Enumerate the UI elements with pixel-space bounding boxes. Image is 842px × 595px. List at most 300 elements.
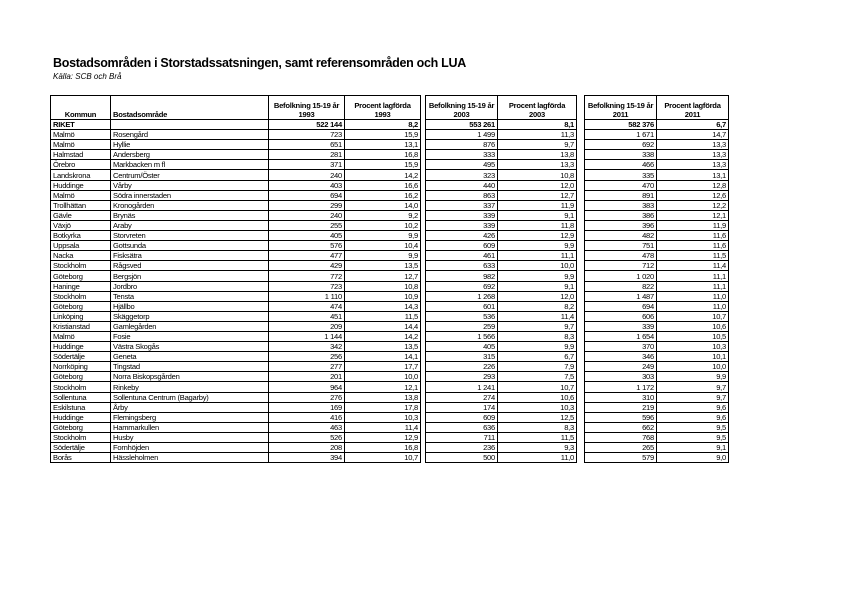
- table-row: [51, 241, 421, 251]
- proc1993-cell: 17,8: [345, 402, 421, 412]
- bef2011-cell: 1 020: [585, 271, 657, 281]
- proc2003-cell: 9,7: [498, 140, 577, 150]
- bef1993-cell: 342: [269, 342, 345, 352]
- bef2003-cell: 1 566: [426, 331, 498, 341]
- kommun-cell: Trollhättan: [51, 200, 111, 210]
- proc2003-cell: 9,1: [498, 281, 577, 291]
- kommun-cell: Kristianstad: [51, 321, 111, 331]
- bef2003-cell: 226: [426, 362, 498, 372]
- omrade-cell: Araby: [111, 220, 269, 230]
- proc1993-cell: 16,8: [345, 150, 421, 160]
- omrade-cell: Norra Biskopsgården: [111, 372, 269, 382]
- table-row: [585, 301, 729, 311]
- proc2003-cell: 10,8: [498, 170, 577, 180]
- proc1993-cell: 13,1: [345, 140, 421, 150]
- table-row: [51, 170, 421, 180]
- table-row: [585, 412, 729, 422]
- table-row: [426, 140, 577, 150]
- bef2011-cell: 339: [585, 321, 657, 331]
- bef2003-cell: 601: [426, 301, 498, 311]
- proc2011-cell: 11,9: [657, 220, 729, 230]
- bef1993-cell: 451: [269, 311, 345, 321]
- proc1993-cell: 14,1: [345, 352, 421, 362]
- bef1993-cell: 240: [269, 210, 345, 220]
- proc1993-cell: 13,8: [345, 392, 421, 402]
- bef2003-cell: 711: [426, 432, 498, 442]
- riket-bef2011: 582 376: [585, 120, 657, 130]
- proc1993-cell: 11,5: [345, 311, 421, 321]
- table-row: [426, 220, 577, 230]
- proc2003-cell: 9,9: [498, 271, 577, 281]
- kommun-cell: Huddinge: [51, 412, 111, 422]
- proc2011-cell: 13,3: [657, 140, 729, 150]
- bef2003-cell: 876: [426, 140, 498, 150]
- omrade-cell: Brynäs: [111, 210, 269, 220]
- table-row: [51, 402, 421, 412]
- proc1993-cell: 10,2: [345, 220, 421, 230]
- proc1993-cell: 10,0: [345, 372, 421, 382]
- table-row: [426, 331, 577, 341]
- table-row: [426, 130, 577, 140]
- omrade-cell: Rågsved: [111, 261, 269, 271]
- table-row: [51, 261, 421, 271]
- kommun-cell: Malmö: [51, 331, 111, 341]
- table-row: [426, 241, 577, 251]
- kommun-cell: Halmstad: [51, 150, 111, 160]
- table-row: [585, 160, 729, 170]
- bef1993-cell: 1 144: [269, 331, 345, 341]
- bef2003-cell: 633: [426, 261, 498, 271]
- proc2003-cell: 9,3: [498, 443, 577, 453]
- proc2003-cell: 10,7: [498, 382, 577, 392]
- proc2003-cell: 13,3: [498, 160, 577, 170]
- table-row: [51, 160, 421, 170]
- kommun-cell: Landskrona: [51, 170, 111, 180]
- omrade-cell: Andersberg: [111, 150, 269, 160]
- bef1993-cell: 477: [269, 251, 345, 261]
- table-row: [426, 291, 577, 301]
- table-row: [426, 210, 577, 220]
- bef2011-cell: 249: [585, 362, 657, 372]
- table-row: [51, 453, 421, 463]
- omrade-cell: Vårby: [111, 180, 269, 190]
- table-row: [51, 271, 421, 281]
- omrade-cell: Fosie: [111, 331, 269, 341]
- bef2003-cell: 339: [426, 210, 498, 220]
- table-row: [51, 180, 421, 190]
- table-row: [585, 140, 729, 150]
- proc2011-cell: 9,5: [657, 432, 729, 442]
- proc1993-cell: 10,4: [345, 241, 421, 251]
- proc2011-cell: 9,7: [657, 382, 729, 392]
- proc1993-cell: 14,3: [345, 301, 421, 311]
- bef2003-cell: 174: [426, 402, 498, 412]
- bef1993-cell: 403: [269, 180, 345, 190]
- bef2011-cell: 579: [585, 453, 657, 463]
- proc1993-cell: 13,5: [345, 342, 421, 352]
- bef1993-cell: 201: [269, 372, 345, 382]
- proc1993-cell: 9,9: [345, 251, 421, 261]
- proc2011-cell: 11,1: [657, 271, 729, 281]
- bef2011-cell: 466: [585, 160, 657, 170]
- table-row: [585, 392, 729, 402]
- bef2011-cell: 470: [585, 180, 657, 190]
- riket-proc2011: 6,7: [657, 120, 729, 130]
- bef2003-cell: 333: [426, 150, 498, 160]
- proc1993-cell: 13,5: [345, 261, 421, 271]
- riket-bef1993: 522 144: [269, 120, 345, 130]
- riket-row: [51, 120, 421, 130]
- table-row: [426, 311, 577, 321]
- bef2003-cell: 274: [426, 392, 498, 402]
- proc1993-cell: 10,7: [345, 453, 421, 463]
- table-row: [585, 311, 729, 321]
- kommun-cell: Uppsala: [51, 241, 111, 251]
- header-bef1993: Befolkning 15-19 år 1993: [269, 96, 345, 120]
- table-row: [426, 372, 577, 382]
- proc1993-cell: 11,4: [345, 422, 421, 432]
- bef2011-cell: 478: [585, 251, 657, 261]
- riket-label: RIKET: [51, 120, 111, 130]
- omrade-cell: Kronogården: [111, 200, 269, 210]
- table-row: [585, 261, 729, 271]
- bef1993-cell: 723: [269, 281, 345, 291]
- omrade-cell: Fornhöjden: [111, 443, 269, 453]
- proc2011-cell: 12,1: [657, 210, 729, 220]
- omrade-cell: Bergsjön: [111, 271, 269, 281]
- bef1993-cell: 651: [269, 140, 345, 150]
- table-row: [51, 432, 421, 442]
- proc1993-cell: 15,9: [345, 130, 421, 140]
- proc2003-cell: 12,0: [498, 180, 577, 190]
- table-row: [585, 241, 729, 251]
- proc1993-cell: 14,2: [345, 170, 421, 180]
- bef1993-cell: 463: [269, 422, 345, 432]
- table-row: [426, 382, 577, 392]
- table-row: [51, 443, 421, 453]
- bef2011-cell: 751: [585, 241, 657, 251]
- header-proc2011: Procent lagförda 2011: [657, 96, 729, 120]
- bef1993-cell: 394: [269, 453, 345, 463]
- table-row: [426, 321, 577, 331]
- bef1993-cell: 240: [269, 170, 345, 180]
- bef2011-cell: 822: [585, 281, 657, 291]
- proc2011-cell: 9,6: [657, 412, 729, 422]
- header-proc2003: Procent lagförda 2003: [498, 96, 577, 120]
- riket-proc2003: 8,1: [498, 120, 577, 130]
- kommun-cell: Stockholm: [51, 382, 111, 392]
- omrade-cell: Geneta: [111, 352, 269, 362]
- table-left: [50, 95, 421, 463]
- kommun-cell: Linköping: [51, 311, 111, 321]
- table-row: [51, 352, 421, 362]
- proc2011-cell: 9,5: [657, 422, 729, 432]
- bef1993-cell: 1 110: [269, 291, 345, 301]
- bef1993-cell: 429: [269, 261, 345, 271]
- bef1993-cell: 169: [269, 402, 345, 412]
- proc2011-cell: 11,0: [657, 301, 729, 311]
- bef2011-cell: 383: [585, 200, 657, 210]
- table-row: [426, 160, 577, 170]
- table-row: [585, 402, 729, 412]
- bef2003-cell: 536: [426, 311, 498, 321]
- table-row: [585, 271, 729, 281]
- proc2003-cell: 10,3: [498, 402, 577, 412]
- omrade-cell: Fisksätra: [111, 251, 269, 261]
- kommun-cell: Stockholm: [51, 291, 111, 301]
- kommun-cell: Sollentuna: [51, 392, 111, 402]
- table-row: [51, 412, 421, 422]
- proc1993-cell: 10,3: [345, 412, 421, 422]
- table-row: [51, 150, 421, 160]
- bef1993-cell: 576: [269, 241, 345, 251]
- bef2003-cell: 323: [426, 170, 498, 180]
- proc2011-cell: 13,3: [657, 160, 729, 170]
- table-row: [51, 392, 421, 402]
- proc2003-cell: 11,3: [498, 130, 577, 140]
- table-row: [426, 251, 577, 261]
- table-row: [426, 150, 577, 160]
- table-row: [585, 342, 729, 352]
- bef1993-cell: 772: [269, 271, 345, 281]
- bef2011-cell: 265: [585, 443, 657, 453]
- bef1993-cell: 256: [269, 352, 345, 362]
- proc2003-cell: 13,8: [498, 150, 577, 160]
- kommun-cell: Göteborg: [51, 372, 111, 382]
- bef2003-cell: 293: [426, 372, 498, 382]
- bef2011-cell: 1 671: [585, 130, 657, 140]
- bef2003-cell: 236: [426, 443, 498, 453]
- bef2003-cell: 315: [426, 352, 498, 362]
- bef2011-cell: 346: [585, 352, 657, 362]
- table-row: [51, 362, 421, 372]
- kommun-cell: Göteborg: [51, 301, 111, 311]
- proc2003-cell: 12,0: [498, 291, 577, 301]
- table-row: [585, 352, 729, 362]
- kommun-cell: Eskilstuna: [51, 402, 111, 412]
- kommun-cell: Haninge: [51, 281, 111, 291]
- table-row: [426, 261, 577, 271]
- bef1993-cell: 277: [269, 362, 345, 372]
- bef2011-cell: 386: [585, 210, 657, 220]
- bef2003-cell: 1 268: [426, 291, 498, 301]
- table-row: [426, 180, 577, 190]
- kommun-cell: Nacka: [51, 251, 111, 261]
- kommun-cell: Stockholm: [51, 261, 111, 271]
- proc2011-cell: 13,1: [657, 170, 729, 180]
- proc2011-cell: 9,1: [657, 443, 729, 453]
- proc1993-cell: 12,7: [345, 271, 421, 281]
- bef2011-cell: 891: [585, 190, 657, 200]
- bef2011-cell: 1 487: [585, 291, 657, 301]
- table-row: [51, 130, 421, 140]
- omrade-cell: Rosengård: [111, 130, 269, 140]
- kommun-cell: Växjö: [51, 220, 111, 230]
- bef2003-cell: 609: [426, 241, 498, 251]
- table-row: [585, 443, 729, 453]
- bef1993-cell: 964: [269, 382, 345, 392]
- proc2003-cell: 10,6: [498, 392, 577, 402]
- header-kommun: Kommun: [51, 96, 111, 120]
- table-row: [585, 180, 729, 190]
- omrade-cell: Skäggetorp: [111, 311, 269, 321]
- omrade-cell: Tingstad: [111, 362, 269, 372]
- omrade-cell: Centrum/Öster: [111, 170, 269, 180]
- proc2011-cell: 11,4: [657, 261, 729, 271]
- table-row: [585, 170, 729, 180]
- riket-area-cell: [111, 120, 269, 130]
- proc1993-cell: 14,0: [345, 200, 421, 210]
- kommun-cell: Botkyrka: [51, 231, 111, 241]
- proc2011-cell: 9,6: [657, 402, 729, 412]
- table-row: [585, 150, 729, 160]
- proc2011-cell: 11,6: [657, 231, 729, 241]
- bef2003-cell: 609: [426, 412, 498, 422]
- proc2011-cell: 9,7: [657, 392, 729, 402]
- proc2011-cell: 11,0: [657, 291, 729, 301]
- proc2011-cell: 10,3: [657, 342, 729, 352]
- proc1993-cell: 16,2: [345, 190, 421, 200]
- table-row: [585, 432, 729, 442]
- table-row: [51, 342, 421, 352]
- proc2011-cell: 12,2: [657, 200, 729, 210]
- table-row: [585, 362, 729, 372]
- table-row: [51, 382, 421, 392]
- table-row: [585, 453, 729, 463]
- header-bef2003: Befolkning 15-19 år 2003: [426, 96, 498, 120]
- table-row: [426, 271, 577, 281]
- proc2011-cell: 12,8: [657, 180, 729, 190]
- bef2003-cell: 495: [426, 160, 498, 170]
- proc2011-cell: 10,6: [657, 321, 729, 331]
- omrade-cell: Gottsunda: [111, 241, 269, 251]
- table-row: [585, 422, 729, 432]
- table-row: [51, 140, 421, 150]
- proc2011-cell: 11,5: [657, 251, 729, 261]
- bef2011-cell: 396: [585, 220, 657, 230]
- omrade-cell: Hammarkullen: [111, 422, 269, 432]
- omrade-cell: Hjällbo: [111, 301, 269, 311]
- proc2003-cell: 6,7: [498, 352, 577, 362]
- proc2003-cell: 8,2: [498, 301, 577, 311]
- proc2011-cell: 11,1: [657, 281, 729, 291]
- proc2011-cell: 11,6: [657, 241, 729, 251]
- table-2003: [425, 95, 577, 463]
- proc2003-cell: 11,1: [498, 251, 577, 261]
- kommun-cell: Stockholm: [51, 432, 111, 442]
- bef2003-cell: 1 499: [426, 130, 498, 140]
- kommun-cell: Norrköping: [51, 362, 111, 372]
- bef2003-cell: 500: [426, 453, 498, 463]
- proc2011-cell: 10,5: [657, 331, 729, 341]
- bef2011-cell: 370: [585, 342, 657, 352]
- source-note: Källa: SCB och Brå: [53, 72, 122, 81]
- table-row: [585, 372, 729, 382]
- proc1993-cell: 9,2: [345, 210, 421, 220]
- table-row: [426, 362, 577, 372]
- kommun-cell: Malmö: [51, 140, 111, 150]
- table-row: [426, 412, 577, 422]
- kommun-cell: Örebro: [51, 160, 111, 170]
- header-omrade: Bostadsområde: [111, 96, 269, 120]
- omrade-cell: Markbacken m fl: [111, 160, 269, 170]
- omrade-cell: Gamlegården: [111, 321, 269, 331]
- proc2003-cell: 7,5: [498, 372, 577, 382]
- table-row: [585, 200, 729, 210]
- table-row: [51, 321, 421, 331]
- proc1993-cell: 12,1: [345, 382, 421, 392]
- table-2011: [584, 95, 729, 463]
- bef2003-cell: 692: [426, 281, 498, 291]
- table-row: [426, 392, 577, 402]
- bef1993-cell: 723: [269, 130, 345, 140]
- kommun-cell: Malmö: [51, 190, 111, 200]
- bef1993-cell: 694: [269, 190, 345, 200]
- header-bef2011: Befolkning 15-19 år 2011: [585, 96, 657, 120]
- bef2011-cell: 694: [585, 301, 657, 311]
- bef1993-cell: 405: [269, 231, 345, 241]
- bef2003-cell: 426: [426, 231, 498, 241]
- table-row: [51, 251, 421, 261]
- bef2003-cell: 405: [426, 342, 498, 352]
- kommun-cell: Borås: [51, 453, 111, 463]
- table-row: [51, 190, 421, 200]
- omrade-cell: Hässleholmen: [111, 453, 269, 463]
- proc2011-cell: 10,7: [657, 311, 729, 321]
- proc1993-cell: 15,9: [345, 160, 421, 170]
- bef1993-cell: 299: [269, 200, 345, 210]
- proc2003-cell: 8,3: [498, 422, 577, 432]
- table-row: [51, 200, 421, 210]
- proc1993-cell: 16,8: [345, 443, 421, 453]
- bef2003-cell: 461: [426, 251, 498, 261]
- table-row: [426, 170, 577, 180]
- bef2011-cell: 596: [585, 412, 657, 422]
- proc2003-cell: 11,5: [498, 432, 577, 442]
- bef2003-cell: 1 241: [426, 382, 498, 392]
- bef2011-cell: 768: [585, 432, 657, 442]
- bef2011-cell: 692: [585, 140, 657, 150]
- proc2003-cell: 10,0: [498, 261, 577, 271]
- table-row: [585, 382, 729, 392]
- bef2003-cell: 337: [426, 200, 498, 210]
- bef2011-cell: 1 172: [585, 382, 657, 392]
- riket-proc1993: 8,2: [345, 120, 421, 130]
- omrade-cell: Tensta: [111, 291, 269, 301]
- riket-row: [585, 120, 729, 130]
- omrade-cell: Flemingsberg: [111, 412, 269, 422]
- table-row: [51, 210, 421, 220]
- table-row: [585, 190, 729, 200]
- kommun-cell: Göteborg: [51, 422, 111, 432]
- kommun-cell: Gävle: [51, 210, 111, 220]
- kommun-cell: Södertälje: [51, 352, 111, 362]
- table-row: [426, 352, 577, 362]
- proc2003-cell: 11,0: [498, 453, 577, 463]
- page-title: Bostadsområden i Storstadssatsningen, samt referensområden och LUA: [53, 56, 466, 70]
- bef2011-cell: 338: [585, 150, 657, 160]
- table-row: [51, 220, 421, 230]
- table-row: [51, 331, 421, 341]
- proc2003-cell: 11,4: [498, 311, 577, 321]
- table-row: [426, 301, 577, 311]
- riket-row: [426, 120, 577, 130]
- omrade-cell: Årby: [111, 402, 269, 412]
- table-row: [426, 422, 577, 432]
- proc1993-cell: 10,9: [345, 291, 421, 301]
- omrade-cell: Jordbro: [111, 281, 269, 291]
- table-row: [585, 331, 729, 341]
